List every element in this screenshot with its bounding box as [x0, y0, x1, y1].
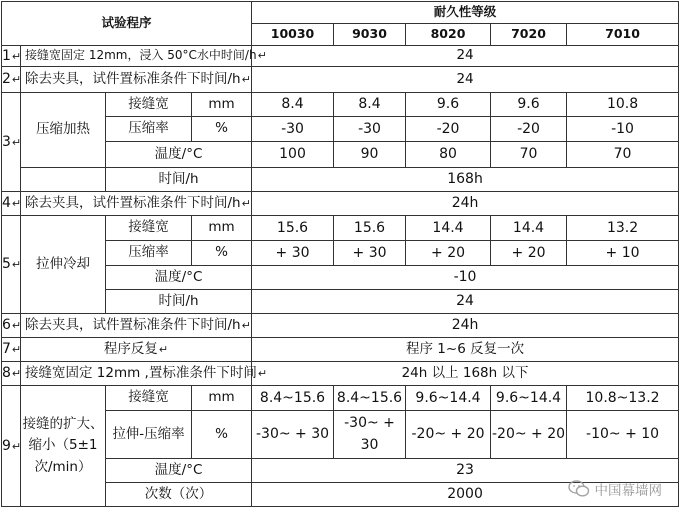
param-name: 时间/h	[106, 168, 252, 192]
grade-10030: 10030	[252, 24, 334, 46]
param-name: 压缩率	[106, 117, 192, 142]
value-cell: + 30	[252, 241, 334, 266]
step-6-text: 除去夹具，试件置标准条件下时间/h↵	[21, 314, 252, 338]
value-cell: 2000	[252, 483, 679, 507]
param-name: 拉伸-压缩率	[106, 411, 192, 459]
grade-7020: 7020	[491, 24, 567, 46]
step-3-label: 压缩加热	[21, 93, 106, 168]
param-unit: mm	[192, 386, 252, 411]
step-7-text: 程序反复↵	[21, 338, 252, 362]
param-name: 压缩率	[106, 241, 192, 266]
value-cell: 8.4	[334, 93, 406, 117]
value-cell: 168h	[252, 168, 679, 192]
grade-8020: 8020	[406, 24, 491, 46]
value-cell: 8.4~15.6	[252, 386, 334, 411]
param-name: 接缝宽	[106, 93, 192, 117]
step-9-label: 接缝的扩大、缩小（5±1次/min）	[21, 386, 106, 507]
value-cell: 80	[406, 142, 491, 168]
step-number: 6↵	[2, 314, 21, 338]
step-8-value: 24h 以上 168h 以下	[252, 362, 679, 386]
value-cell: + 30	[334, 241, 406, 266]
step-4-text: 除去夹具，试件置标准条件下时间/h↵	[21, 192, 252, 216]
value-cell: 9.6~14.4	[491, 386, 567, 411]
param-unit: mm	[192, 216, 252, 241]
value-cell: 8.4~15.6	[334, 386, 406, 411]
grade-7010: 7010	[567, 24, 679, 46]
value-cell: 8.4	[252, 93, 334, 117]
value-cell: -10	[567, 117, 679, 142]
value-cell: 24	[252, 290, 679, 314]
param-name: 温度/°C	[106, 459, 252, 483]
watermark-text: 中国幕墙网	[594, 483, 662, 499]
step-7-value: 程序 1~6 反复一次	[252, 338, 679, 362]
value-cell: 9.6~14.4	[406, 386, 491, 411]
param-name: 接缝宽	[106, 216, 192, 241]
value-cell: 10.8	[567, 93, 679, 117]
header-grade: 耐久性等级	[252, 2, 679, 24]
value-cell: 15.6	[252, 216, 334, 241]
step-6-value: 24h	[252, 314, 679, 338]
value-cell: 70	[491, 142, 567, 168]
step-number: 7↵	[2, 338, 21, 362]
value-cell: -20	[491, 117, 567, 142]
value-cell: 15.6	[334, 216, 406, 241]
value-cell: 10.8~13.2	[567, 386, 679, 411]
header-procedure: 试验程序	[2, 2, 252, 46]
value-cell: -20~ + 20	[406, 411, 491, 459]
value-cell: 14.4	[491, 216, 567, 241]
value-cell: + 10	[567, 241, 679, 266]
step-number: 5↵	[2, 216, 21, 314]
step-number: 1↵	[2, 46, 21, 67]
step-8-text: 接缝宽固定 12mm ,置标准条件下时间↵	[21, 362, 252, 386]
param-name: 温度/°C	[106, 266, 252, 290]
value-cell: -30~ + 30	[334, 411, 406, 459]
value-cell: 9.6	[491, 93, 567, 117]
empty-cell	[21, 168, 106, 192]
value-cell: 70	[567, 142, 679, 168]
step-4-value: 24h	[252, 192, 679, 216]
step-number: 4↵	[2, 192, 21, 216]
param-name: 接缝宽	[106, 386, 192, 411]
param-unit: %	[192, 117, 252, 142]
grade-9030: 9030	[334, 24, 406, 46]
step-number: 3↵	[2, 93, 21, 192]
param-unit: mm	[192, 93, 252, 117]
value-cell: -10~ + 10	[567, 411, 679, 459]
value-cell: 23	[252, 459, 679, 483]
value-cell: -30	[252, 117, 334, 142]
value-cell: -10	[252, 266, 679, 290]
step-1-text: 接缝宽固定 12mm，浸入 50°C水中时间/h↵	[21, 46, 252, 67]
step-1-value: 24	[252, 46, 679, 67]
value-cell: 100	[252, 142, 334, 168]
step-2-text: 除去夹具，试件置标准条件下时间/h↵	[21, 67, 252, 93]
param-name: 时间/h	[106, 290, 252, 314]
step-5-label: 拉伸冷却	[21, 216, 106, 314]
value-cell: -20~ + 20	[491, 411, 567, 459]
param-name: 温度/°C	[106, 142, 252, 168]
value-cell: 13.2	[567, 216, 679, 241]
durability-test-table	[1, 1, 679, 507]
param-name: 次数（次）	[106, 483, 252, 507]
value-cell: + 20	[406, 241, 491, 266]
value-cell: 14.4	[406, 216, 491, 241]
value-cell: + 20	[491, 241, 567, 266]
step-number: 9↵	[2, 386, 21, 507]
value-cell: -20	[406, 117, 491, 142]
value-cell: -30	[334, 117, 406, 142]
step-2-value: 24	[252, 67, 679, 93]
step-number: 2↵	[2, 67, 21, 93]
param-unit: %	[192, 411, 252, 459]
value-cell: 9.6	[406, 93, 491, 117]
value-cell: -30~ + 30	[252, 411, 334, 459]
value-cell: 90	[334, 142, 406, 168]
param-unit: %	[192, 241, 252, 266]
step-number: 8↵	[2, 362, 21, 386]
